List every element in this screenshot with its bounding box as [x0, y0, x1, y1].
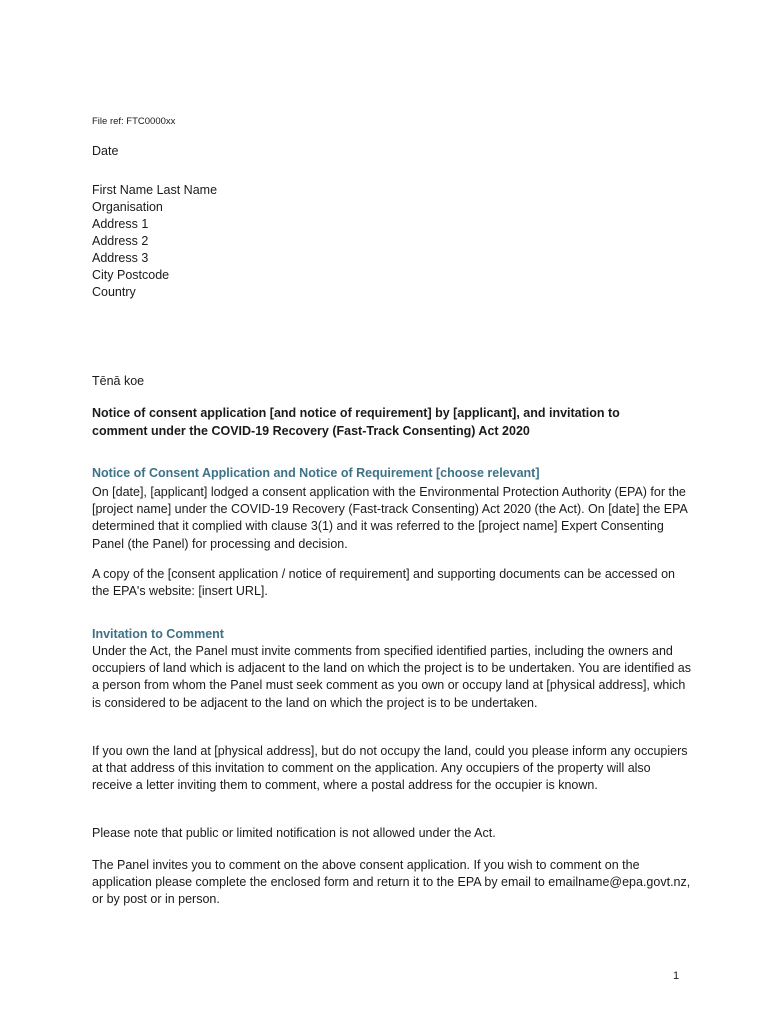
recipient-address-block [92, 182, 217, 301]
paragraph-invitation-comment: The Panel invites you to comment on the above consent application. If you wish to comment on the application please complete the enclosed form and return it to the EPA by email to emailname@epa.govt.nz, or by post or in person. [92, 858, 691, 907]
paragraph-notification-note: Please note that public or limited notification is not allowed under the Act. [92, 826, 496, 840]
page-number: 1 [673, 970, 680, 982]
paragraph-notice-lodged: On [date], [applicant] lodged a consent application with the Environmental Protection Authority (EPA) for the [project name] under the COVID-19 Recovery (Fast-track Consenting) Act 2020 (the Act). On [date] the EPA determined that it complied with clause 3(1) and it was referred to the [project name] Expert Consenting Panel (the Panel) for processing and decision. [92, 485, 688, 551]
paragraph-invitation-under-act: Under the Act, the Panel must invite comments from specified identified parties, including the owners and occupiers of land which is adjacent to the land on which the project is to be undertaken. You are identified as a person from whom the Panel must seek comment as you own or occupy land at [physical address], which is considered to be adjacent to the land on which the project is to be undertaken. [92, 644, 691, 710]
recipient-country: Country [92, 285, 136, 299]
recipient-address-1: Address 1 [92, 217, 149, 231]
paragraph-notice-documents: A copy of the [consent application / notice of requirement] and supporting documents can be accessed on the EPA's website: [insert URL]. [92, 567, 676, 599]
section-heading-invitation: Invitation to Comment [92, 627, 224, 641]
recipient-name: First Name Last Name [92, 183, 218, 197]
recipient-address-2: Address 2 [92, 234, 149, 248]
recipient-organisation: Organisation [92, 200, 163, 214]
recipient-address-3: Address 3 [92, 251, 149, 265]
file-reference: File ref: FTC0000xx [92, 116, 176, 127]
greeting: Tēnā koe [92, 374, 145, 388]
letter-date: Date [92, 144, 119, 158]
paragraph-invitation-owners: If you own the land at [physical address], but do not occupy the land, could you please inform any occupiers at that address of this invitation to comment on the application. Any occupiers of the property will also receive a letter inviting them to comment, where a postal address for the occupier is known. [92, 744, 688, 793]
recipient-city-postcode: City Postcode [92, 268, 170, 282]
section-heading-notice: Notice of Consent Application and Notice of Requirement [choose relevant] [92, 466, 540, 480]
letter-title: Notice of consent application [and notice of requirement] by [applicant], and invitation to comment under the COVID-19 Recovery (Fast-Track Consenting) Act 2020 [92, 406, 620, 438]
